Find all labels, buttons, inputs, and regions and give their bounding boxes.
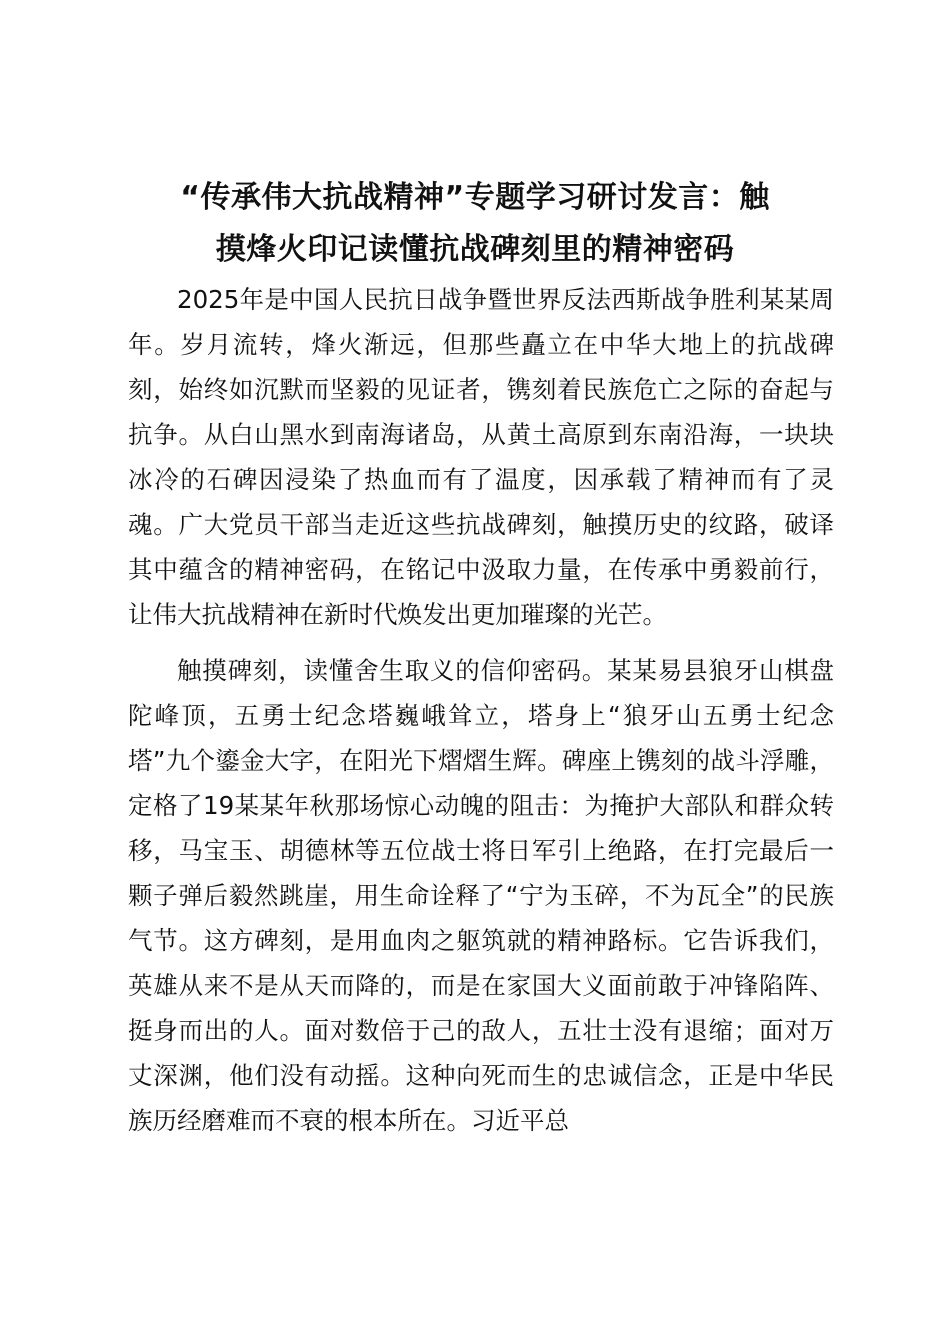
title-line-2: 摸烽火印记读懂抗战碑刻里的精神密码: [215, 232, 735, 267]
title-line-1: “传承伟大抗战精神”专题学习研讨发言：触: [180, 180, 770, 215]
paragraph-intro: 2025年是中国人民抗日战争暨世界反法西斯战争胜利某某周年。岁月流转，烽火渐远，但那些矗立在中华大地上的抗战碑刻，始终如沉默而坚毅的见证者，镌刻着民族危亡之际的奋起与抗争。从白山黑水到南海诸岛，从黄土高原到东南沿海，一块块冰冷的石碑因浸染了热血而有了温度，因承载了精神而有了灵魂。广大党员干部当走近这些抗战碑刻，触摸历史的纹路，破译其中蕴含的精神密码，在铭记中汲取力量，在传承中勇毅前行，让伟大抗战精神在新时代焕发出更加璀璨的光芒。: [128, 285, 834, 629]
document-title: [120, 172, 830, 276]
paragraph-section-1: 触摸碑刻，读懂舍生取义的信仰密码。某某易县狼牙山棋盘陀峰顶，五勇士纪念塔巍峨耸立，塔身上“狼牙山五勇士纪念塔”九个鎏金大字，在阳光下熠熠生辉。碑座上镌刻的战斗浮雕，定格了19某某年秋那场惊心动魄的阻击：为掩护大部队和群众转移，马宝玉、胡德林等五位战士将日军引上绝路，在打完最后一颗子弹后毅然跳崖，用生命诠释了“宁为玉碎，不为瓦全”的民族气节。这方碑刻，是用血肉之躯筑就的精神路标。它告诉我们，英雄从来不是从天而降的，而是在家国大义面前敢于冲锋陷阵、挺身而出的人。面对数倍于己的敌人，五壮士没有退缩；面对万丈深渊，他们没有动摇。这种向死而生的忠诚信念，正是中华民族历经磨难而不衰的根本所在。习近平总: [128, 656, 834, 1135]
document-body: [128, 277, 834, 1143]
